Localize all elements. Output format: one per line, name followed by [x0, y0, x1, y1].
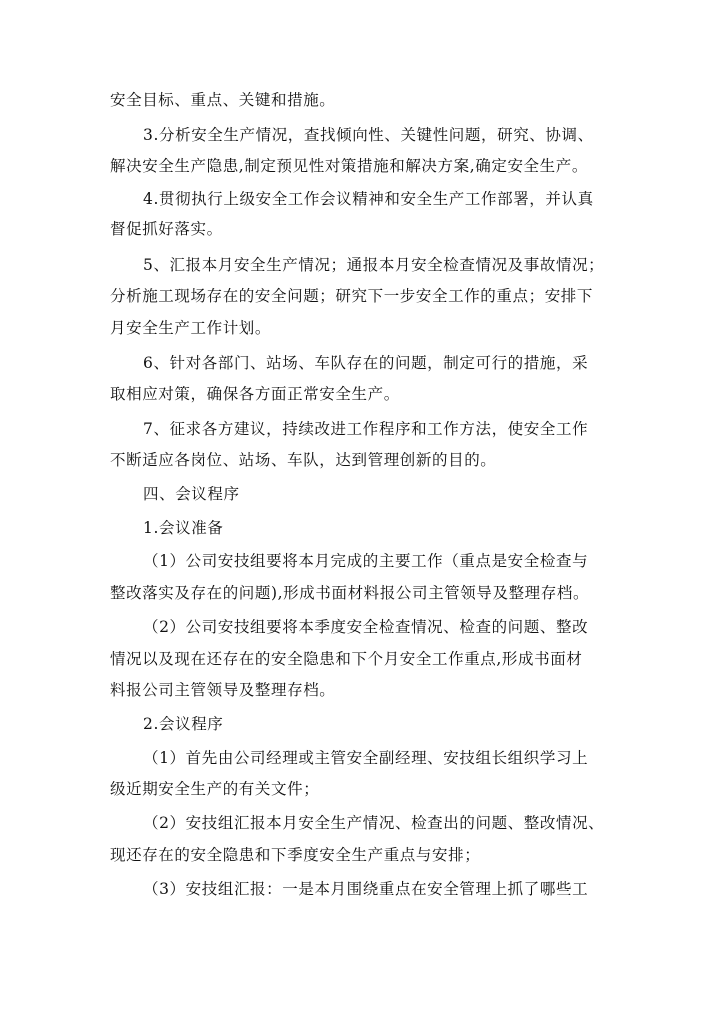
text-line: 不断适应各岗位、站场、车队，达到管理创新的目的。 [110, 451, 497, 469]
text-line: 3.分析安全生产情况，查找倾向性、关键性问题，研究、协调、 [143, 126, 594, 144]
text-line: 情况以及现在还存在的安全隐患和下个月安全工作重点,形成书面材 [110, 650, 583, 668]
text-line: 级近期安全生产的有关文件； [110, 780, 320, 798]
text-line: 月安全生产工作计划。 [110, 319, 272, 337]
text-line: 料报公司主管领导及整理存档。 [110, 681, 336, 699]
text-line: 5、汇报本月安全生产情况；通报本月安全检查情况及事故情况； [143, 256, 605, 274]
text-line: （2）公司安技组要将本季度安全检查情况、检查的问题、整改 [143, 618, 589, 636]
text-line: 解决安全生产隐患,制定预见性对策措施和解决方案,确定安全生产。 [110, 157, 588, 175]
text-line: 分析施工现场存在的安全问题；研究下一步安全工作的重点；安排下 [110, 287, 594, 305]
text-line: （1）首先由公司经理或主管安全副经理、安技组长组织学习上 [143, 749, 589, 767]
text-line: 7、征求各方建议，持续改进工作程序和工作方法，使安全工作 [143, 420, 589, 438]
text-line: 取相应对策，确保各方面正常安全生产。 [110, 385, 400, 403]
subsection-heading: 2.会议程序 [143, 715, 224, 733]
text-line: 安全目标、重点、关键和措施。 [110, 91, 336, 109]
text-line: （2）安技组汇报本月安全生产情况、检查出的问题、整改情况、 [143, 814, 605, 832]
text-line: 现还存在的安全隐患和下季度安全生产重点与安排； [110, 846, 481, 864]
subsection-heading: 1.会议准备 [143, 519, 224, 537]
text-line: 整改落实及存在的问题),形成书面材料报公司主管领导及整理存档。 [110, 584, 590, 602]
section-heading: 四、会议程序 [143, 485, 240, 503]
text-line: 4.贯彻执行上级安全工作会议精神和安全生产工作部署，并认真 [143, 190, 594, 208]
text-line: （1）公司安技组要将本月完成的主要工作（重点是安全检查与 [143, 552, 589, 570]
text-line: 6、针对各部门、站场、车队存在的问题，制定可行的措施，采 [143, 354, 589, 372]
text-line: （3）安技组汇报：一是本月围绕重点在安全管理上抓了哪些工 [143, 880, 589, 898]
text-line: 督促抓好落实。 [110, 220, 223, 238]
